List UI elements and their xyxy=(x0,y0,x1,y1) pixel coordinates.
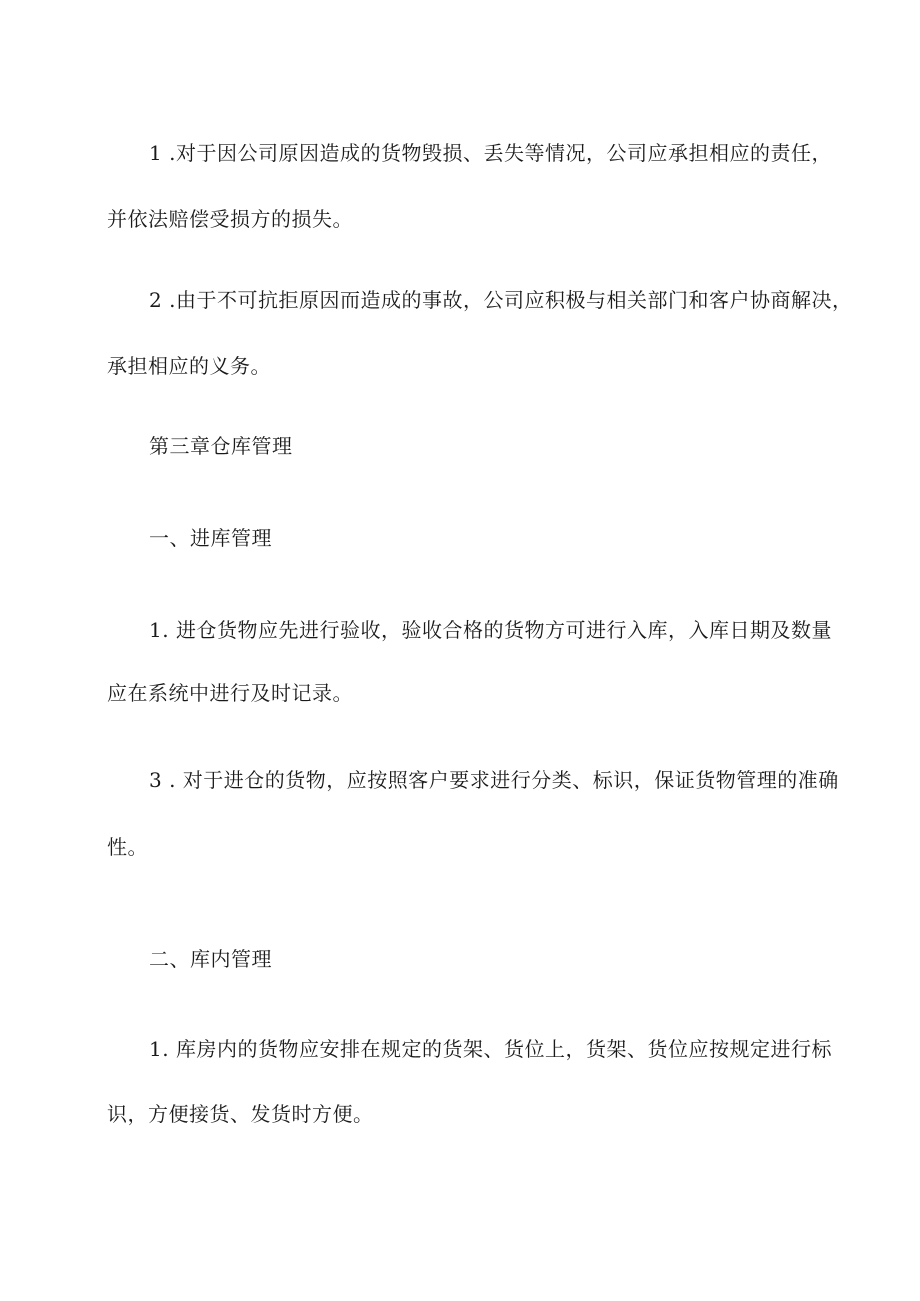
section-title: 一、进库管理 xyxy=(149,526,272,550)
paragraph-force-majeure xyxy=(107,285,853,381)
paragraph-line: 1. 库房内的货物应安排在规定的货架、货位上，货架、货位应按规定进行标 xyxy=(149,1037,832,1061)
section-heading-in-warehouse xyxy=(107,944,827,974)
paragraph-inbound-inspection xyxy=(107,615,832,708)
paragraph-storage-placement xyxy=(107,1034,832,1129)
chapter-title: 第三章仓库管理 xyxy=(149,434,293,458)
paragraph-company-liability xyxy=(107,138,832,234)
paragraph-line: 应在系统中进行及时记录。 xyxy=(107,681,353,705)
paragraph-inbound-classification xyxy=(107,765,839,862)
paragraph-line: 承担相应的义务。 xyxy=(107,354,271,378)
section-heading-inbound xyxy=(107,523,827,553)
paragraph-line: 识，方便接货、发货时方便。 xyxy=(107,1102,374,1126)
paragraph-line: 1 .对于因公司原因造成的货物毁损、丢失等情况，公司应承担相应的责任， xyxy=(149,141,832,165)
paragraph-line: 并依法赔偿受损方的损失。 xyxy=(107,207,353,231)
section-title: 二、库内管理 xyxy=(149,947,272,971)
paragraph-line: 性。 xyxy=(107,835,148,859)
paragraph-line: 2 .由于不可抗拒原因而造成的事故，公司应积极与相关部门和客户协商解决， xyxy=(149,288,853,312)
chapter-heading xyxy=(107,431,827,461)
paragraph-line: 3 . 对于进仓的货物，应按照客户要求进行分类、标识，保证货物管理的准确 xyxy=(149,768,839,792)
paragraph-line: 1. 进仓货物应先进行验收，验收合格的货物方可进行入库，入库日期及数量 xyxy=(149,618,832,642)
